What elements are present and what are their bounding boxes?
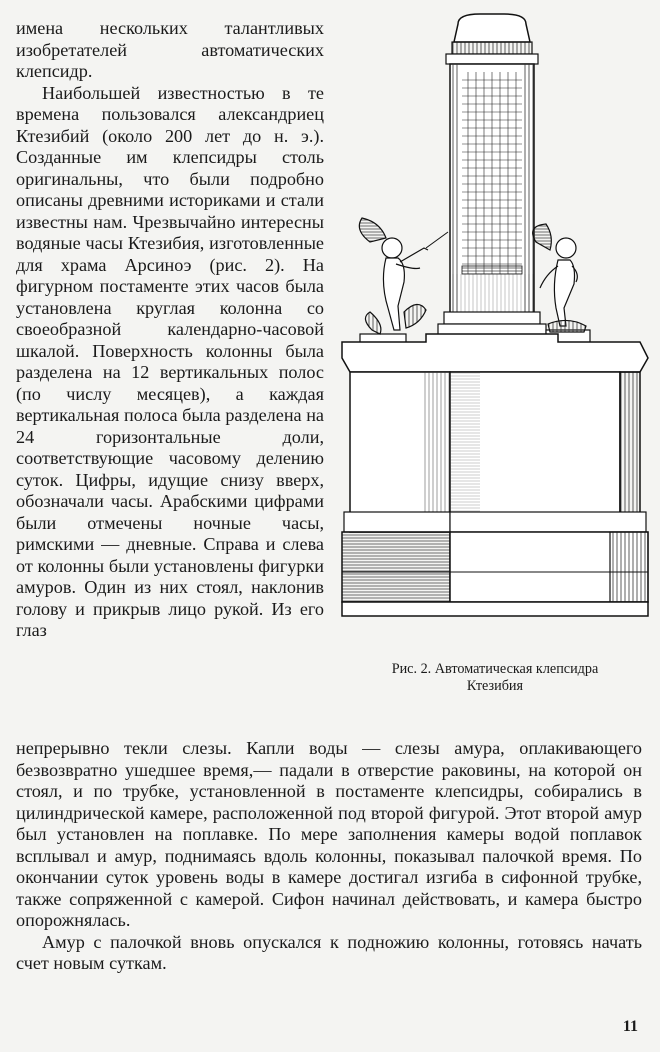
wide-text-column <box>16 738 642 975</box>
paragraph-continued: имена нескольких талантливых изобретателей автоматических клепсидр. <box>16 18 324 81</box>
figure-caption <box>336 661 654 695</box>
narrow-text-column <box>16 18 324 642</box>
caption-line-2: Ктезибия <box>466 678 524 694</box>
paragraph-tears: непрерывно текли слезы. Капли воды — слезы амура, оплакивающего безвозвратно ушедшее время,— падали в отверстие раковины, на которой он стоял, и по трубке, установленной в постаменте клепсидры, собирались в цилиндрической камере, расположенной под второй фигурой. Этот второй амур был установлен на поплавке. По мере заполнения камеры водой поплавок всплывал и амур, поднимаясь вдоль колонны, показывал палочкой время. По окончании суток уровень воды в камере достигал изгиба в сифонной трубке, также сопряженной с камерой. Сифон начинал действовать, и камера быстро опорожнялась. <box>16 738 642 930</box>
page-number: 11 <box>622 1018 638 1035</box>
clepsydra-illustration <box>340 12 652 652</box>
caption-line-1: Рис. 2. Автоматическая клепсидра <box>391 661 599 677</box>
paragraph-reset: Амур с палочкой вновь опускался к подножию колонны, готовясь начать счет новым суткам. <box>16 931 642 973</box>
paragraph-ctesibius: Наибольшей известностью в те времена пользовался александриец Ктезибий (около 200 лет до н. э.). Созданные им клепсидры столь оригинальны, что были подробно описаны древними историками и стали известны нам. Чрезвычайно интересны водяные часы Ктезибия, изготовленные для храма Арсиноэ (рис. 2). На фигурном постаменте этих часов была установлена круглая колонна со своеобразной календарно-часовой шкалой. Поверхность колонны была разделена на 12 вертикальных полос (по числу месяцев), а каждая вертикальная полоса была разделена на 24 горизонтальные доли, соответствующие часовому делению суток. Цифры, идущие снизу вверх, обозначали часы. Арабскими цифрами были отмечены ночные часы, римскими — дневные. Справа и слева от колонны были установлены фигурки амуров. Один из них стоял, наклонив голову и прикрыв лицо рукой. Из его глаз <box>16 82 324 640</box>
